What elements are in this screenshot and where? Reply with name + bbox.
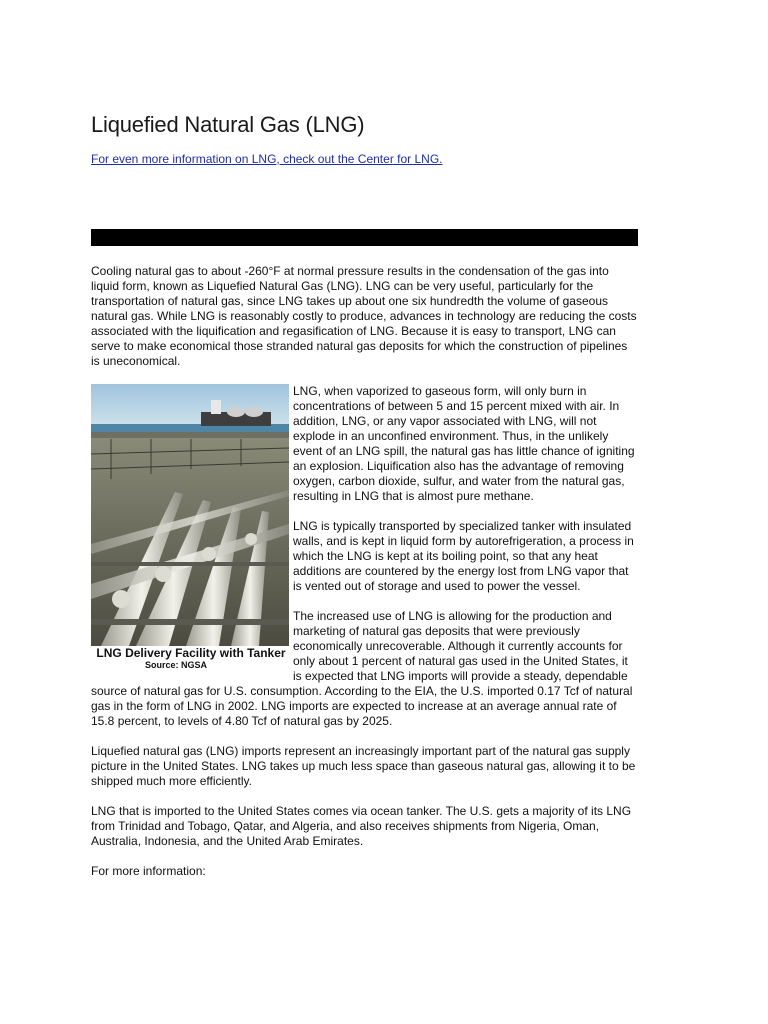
center-for-lng-link[interactable]: For even more information on LNG, check out the Center for LNG. [91,152,443,166]
paragraph-transport: LNG is typically transported by specialized tanker with insulated walls, and is kept in liquid form by autorefrigeration, a process in which the LNG is kept at its boiling point, so that any heat additions are countered by the energy lost from LNG vapor that is vented out of storage and used to power the vessel. [293,519,634,593]
figure-source: Source: NGSA [144,660,207,670]
paragraph-imports: Liquefied natural gas (LNG) imports represent an increasingly important part of the natural gas supply picture in the United States. LNG takes up much less space than gaseous natural gas, allowing it to be shipped much more efficiently. [91,744,636,788]
paragraph-increased-use: The increased use of LNG is allowing for the production and marketing of natural gas deposits that were previously economically unrecoverable. Although it currently accounts for only about 1 percent of natural gas used in the United States, it is expected that LNG imports will provide a steady, dependable source of natural gas for U.S. consumption. According to the EIA, the U.S. imported 0.17 Tcf of natural gas in the form of LNG in 2002. LNG imports are expected to increase at an average annual rate of 15.8 percent, to levels of 4.80 Tcf of natural gas by 2025. [91,609,633,728]
lng-facility-photo [91,384,289,646]
paragraph-intro: Cooling natural gas to about -260°F at normal pressure results in the condensation of the gas into liquid form, known as Liquefied Natural Gas (LNG). LNG can be very useful, particularly for the transportation of natural gas, since LNG takes up about one six hundredth the volume of gaseous natural gas. While LNG is reasonably costly to produce, advances in technology are reducing the costs associated with the liquification and regasification of LNG. Because it is easy to transport, LNG can serve to make economical those stranded natural gas deposits for which the construction of pipelines is uneconomical. [91,264,637,368]
black-divider-bar [91,229,638,246]
lng-figure [91,384,291,671]
article-body [91,264,638,894]
figure-caption: LNG Delivery Facility with Tanker [96,646,286,660]
paragraph-ocean-tanker: LNG that is imported to the United States comes via ocean tanker. The U.S. gets a majority of its LNG from Trinidad and Tobago, Qatar, and Algeria, and also receives shipments from Nigeria, Oman, Australia, Indonesia, and the United Arab Emirates. [91,804,632,848]
paragraph-vaporized: LNG, when vaporized to gaseous form, will only burn in concentrations of between 5 and 15 percent mixed with air. In addition, LNG, or any vapor associated with LNG, will not explode in an unconfined environment. Thus, in the unlikely event of an LNG spill, the natural gas has little chance of igniting an explosion. Liquification also has the advantage of removing oxygen, carbon dioxide, sulfur, and water from the natural gas, resulting in LNG that is almost pure methane. [293,384,635,503]
page-title: Liquefied Natural Gas (LNG) [91,112,365,137]
paragraph-more-info: For more information: [91,864,206,878]
